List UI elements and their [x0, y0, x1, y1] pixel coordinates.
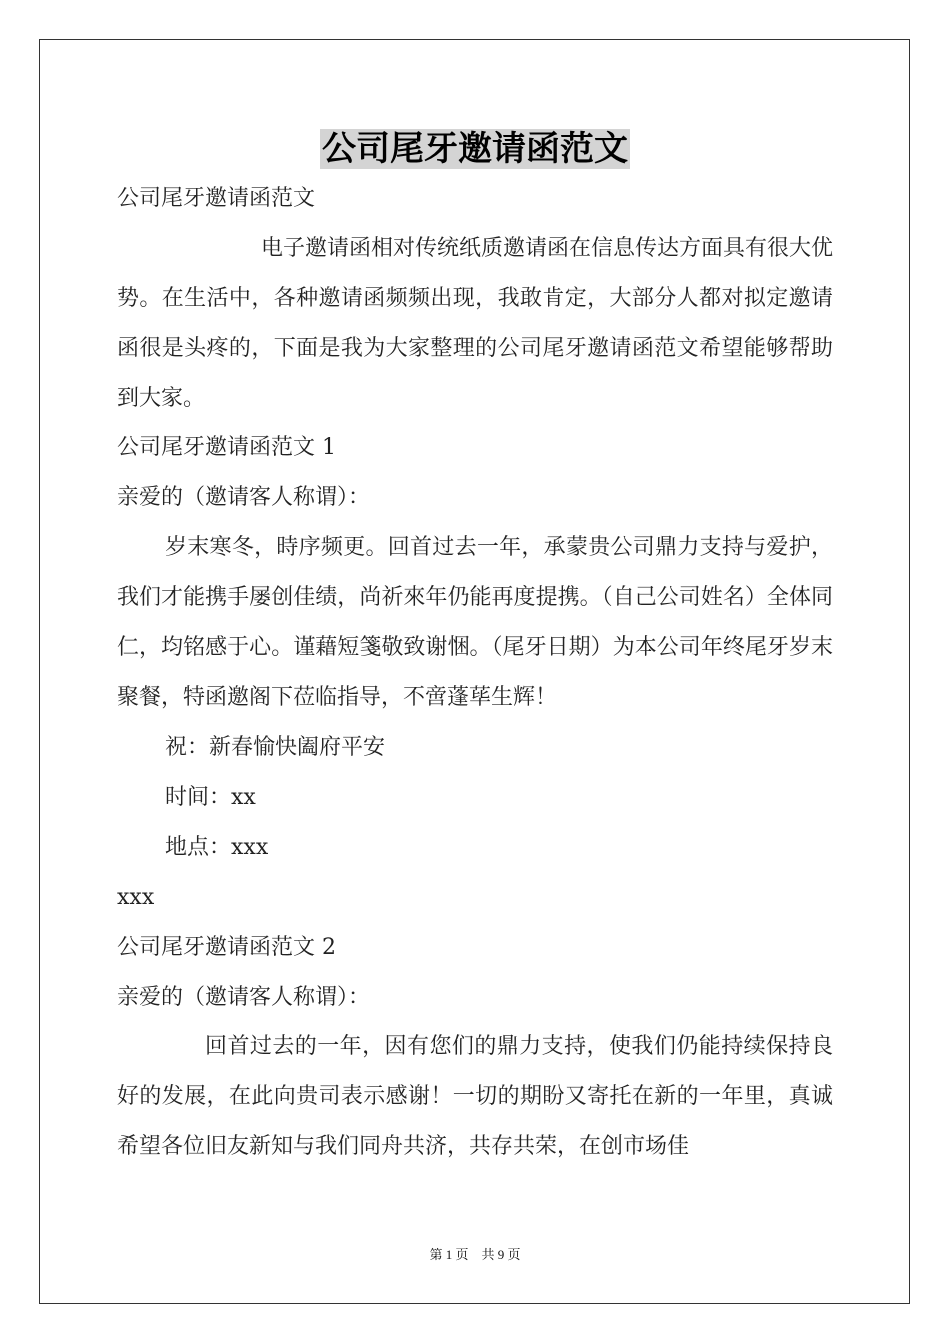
section1-body: 岁末寒冬，時序频更。回首过去一年，承蒙贵公司鼎力支持与爱护，我们才能携手屡创佳绩，尚祈來年仍能再度提携。（自己公司姓名）全体同仁，均铭感于心。谨藉短箋敬致谢悃。（尾牙日期）为本公司年终尾牙岁末聚餐，特函邀阁下莅临指导，不啻蓬荜生辉！	[117, 535, 833, 710]
section2-heading: 公司尾牙邀请函范文 2	[117, 935, 336, 960]
section1-greeting: 亲爱的（邀请客人称谓）：	[117, 485, 371, 510]
section1-heading: 公司尾牙邀请函范文 1	[117, 435, 336, 460]
subtitle: 公司尾牙邀请函范文	[117, 186, 316, 211]
section2-greeting: 亲爱的（邀请客人称谓）：	[117, 985, 371, 1010]
document-title	[0, 124, 950, 174]
section2-body: 回首过去的一年，因有您们的鼎力支持，使我们仍能持续保持良好的发展，在此向贵司表示感谢！一切的期盼又寄托在新的一年里，真诚希望各位旧友新知与我们同舟共济，共存共荣，在创市场佳	[117, 1034, 833, 1159]
document-title-text: 公司尾牙邀请函范文	[322, 129, 628, 169]
intro-paragraph: 电子邀请函相对传统纸质邀请函在信息传达方面具有很大优势。在生活中，各种邀请函频频出现，我敢肯定，大部分人都对拟定邀请函很是头疼的，下面是我为大家整理的公司尾牙邀请函范文希望能够帮助到大家。	[117, 236, 834, 411]
section1-time: 时间：xx	[165, 785, 256, 810]
page-footer: 第 1 页 共 9 页	[429, 1247, 521, 1262]
section1-place: 地点：xxx	[165, 835, 269, 860]
section1-wish: 祝：新春愉快阖府平安	[165, 735, 386, 760]
section1-sign: xxx	[117, 885, 155, 910]
